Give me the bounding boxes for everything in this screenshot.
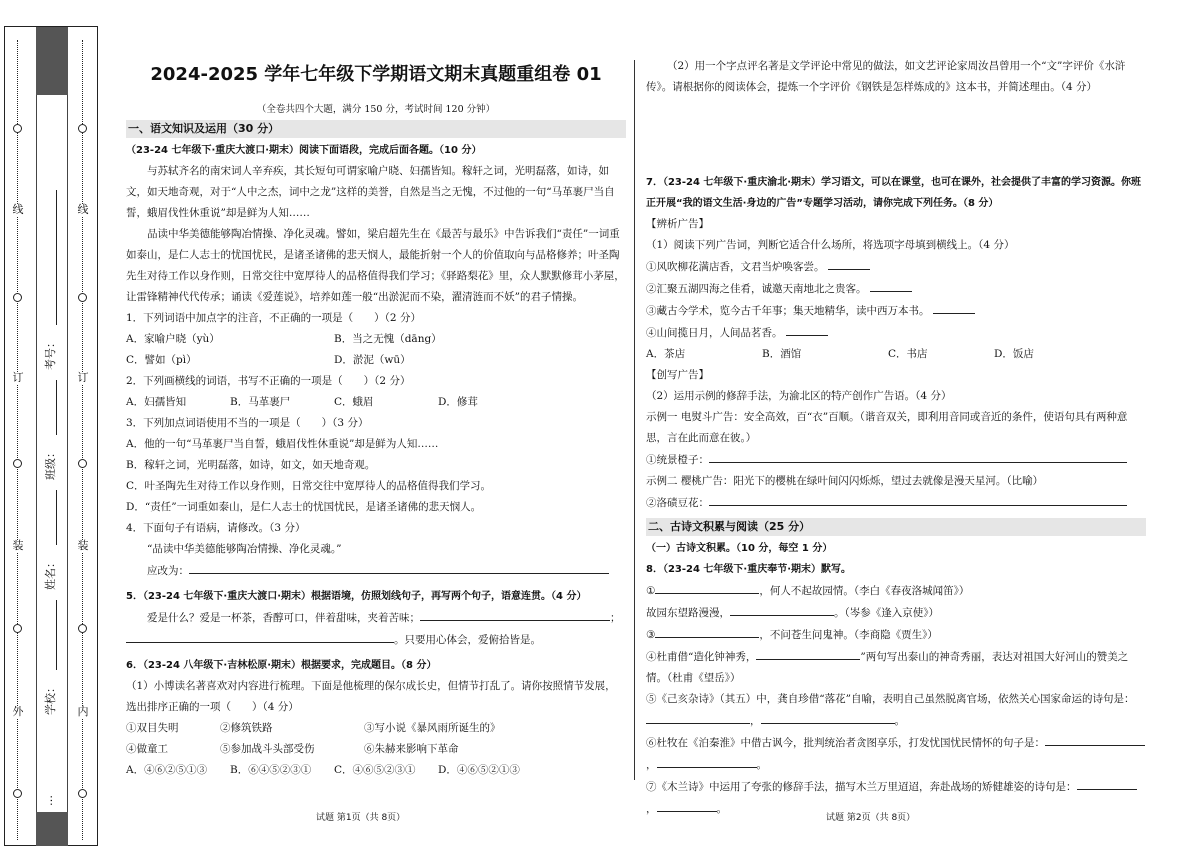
q8-line-1-text: ，何人不起故园情。（李白《春夜洛城闻笛》） — [759, 585, 970, 597]
q7-ad-1 — [646, 256, 1146, 278]
binding-circle — [13, 293, 22, 302]
binding-dotted-line-inner — [82, 40, 83, 840]
q6-option-c[interactable]: C．④⑥⑤②③① — [334, 764, 416, 776]
q7-part-1: （1）阅读下列广告词，判断它适合什么场所，将选项字母填到横线上。（4 分） — [646, 239, 1015, 251]
binding-char-ding: 订 — [12, 371, 24, 384]
q5-semicolon: ； — [610, 612, 621, 624]
binding-circle — [13, 459, 22, 468]
q2-option-b[interactable]: B．马革裹尸 — [230, 396, 291, 408]
q7-ad-2-text: ②汇聚五湖四海之佳肴，诚邀天南地北之贵客。 — [646, 283, 867, 295]
binding-circle — [78, 624, 87, 633]
page-1 — [126, 54, 626, 781]
q8-line-3-text: ，不问苍生问鬼神。（李商隐《贾生》） — [759, 629, 938, 641]
q5-example: 爱是什么？爱是一杯茶，香醇可口，伴着甜味，夹着苦味； — [147, 612, 420, 624]
q8-line-6-text: ⑥杜牧在《泊秦淮》中借古讽今，批判统治者贪图享乐，打发忧国忧民情怀的句子是： — [646, 737, 1045, 749]
q2-option-d[interactable]: D．修茸 — [438, 396, 478, 408]
q7-option-c: C．书店 — [888, 348, 928, 360]
q6-item-4: ④做童工 — [126, 743, 168, 755]
q6-item-6: ⑥朱赫来影响下革命 — [364, 743, 459, 755]
binding-gray-top — [36, 27, 68, 95]
q7-fill-2-label: ②洛碛豆花： — [646, 497, 709, 509]
q7-option-d: D．饭店 — [994, 348, 1034, 360]
q2-options — [126, 392, 626, 413]
binding-circle — [13, 624, 22, 633]
binding-char-nei: 内 — [77, 705, 89, 718]
q5-line-2 — [126, 629, 626, 651]
q7-ad-1-blank[interactable] — [828, 256, 870, 270]
q8-blank-10[interactable] — [657, 798, 717, 812]
q8-line-3 — [646, 624, 1146, 646]
q3-option-b[interactable]: B．稼轩之词，光明磊落，如诗，如文，如天地奇观。 — [126, 459, 376, 471]
q8-period: 。 — [756, 759, 767, 771]
binding-char-wai: 外 — [12, 705, 24, 718]
q6-item-3: ③写小说《暴风雨所诞生的》 — [364, 722, 501, 734]
q7-option-b: B．酒馆 — [762, 348, 802, 360]
q8-blank-5[interactable] — [646, 710, 750, 724]
q7-fill-1-blank[interactable] — [709, 449, 1127, 463]
q8-blank-2[interactable] — [730, 602, 834, 616]
q7-ad-3-text: ③藏古今学术，览今古千年事；集天地精华，读中西万本书。 — [646, 305, 930, 317]
q7-example-2: 示例二 樱桃广告：阳光下的樱桃在绿叶间闪闪烁烁，望过去就像是漫天星河。（比喻） — [646, 475, 1044, 487]
q7-ad-3 — [646, 300, 1146, 322]
q1-option-b[interactable]: B．当之无愧（dāng） — [334, 333, 442, 345]
q7-tag-analyze: 【辨析广告】 — [646, 218, 709, 230]
q3-option-a[interactable]: A．他的一句“马革裹尸当自誓，蛾眉伐性休重说”却是鲜为人知…… — [126, 438, 439, 450]
binding-circle — [13, 789, 22, 798]
q8-line-4 — [646, 646, 1146, 689]
q2-option-c[interactable]: C．蛾眉 — [334, 396, 374, 408]
name-label: 姓名： — [44, 557, 57, 590]
q7-heading: 7．（23-24 七年级下·重庆渝北·期末）学习语文，可以在课堂，也可在课外，社会提供了丰富的学习资源。你班正开展“我的语文生活·身边的广告”专题学习活动，请你完成下列任务。（8 分） — [646, 177, 1142, 209]
q4-answer-row — [126, 560, 626, 582]
q8-line-5-text: ⑤《己亥杂诗》（其五）中，龚自珍借“落花”自喻，表明自己虽然脱离官场，依然关心国家命运的诗句是： — [646, 693, 1135, 705]
q6-items-row-2 — [126, 739, 626, 760]
q6-item-5: ⑤参加战斗头部受伤 — [220, 743, 315, 755]
q4-stem: 4．下面句子有语病，请修改。（3 分） — [126, 522, 306, 534]
binding-char-xian-inner: 线 — [77, 203, 89, 216]
q6-part-1: （1）小博读名著喜欢对内容进行梳理。下面是他梳理的保尔成长史，但情节打乱了。请你按照情节发展，选出排序正确的一项（ ）（4 分） — [126, 680, 616, 713]
q8-line-1 — [646, 580, 1146, 602]
q5-line-2-end: 。只要用心体会，爱俯拾皆是。 — [394, 634, 541, 646]
exam-title: 2024-2025 学年七年级下学期语文期末真题重组卷 01 — [150, 64, 602, 85]
q1-option-c[interactable]: C．譬如（pì） — [126, 354, 197, 366]
section-2-heading: 二、古诗文积累与阅读（25 分） — [646, 518, 1146, 536]
q7-ad-2-blank[interactable] — [870, 278, 912, 292]
binding-char-zhuang-inner: 装 — [77, 539, 89, 552]
q8-blank-3[interactable] — [655, 624, 759, 638]
q8-blank-8[interactable] — [657, 754, 757, 768]
name-line[interactable] — [56, 490, 57, 545]
q8-line-4-end: ”两句写出泰山的神奇秀丽，表达对祖国大好河山的赞美之情。（杜甫《望岳》） — [646, 651, 1129, 684]
q7-option-a: A．茶店 — [646, 348, 686, 360]
q7-tag-create: 【创写广告】 — [646, 369, 709, 381]
binding-char-xian: 线 — [12, 203, 24, 216]
q8-blank-9[interactable] — [1077, 776, 1137, 790]
binding-circle — [13, 124, 22, 133]
q3-stem: 3．下列加点词语使用不当的一项是（ ）（3 分） — [126, 417, 369, 429]
q7-ad-3-blank[interactable] — [933, 300, 975, 314]
binding-margin — [0, 0, 100, 848]
q7-fill-2 — [646, 492, 1146, 514]
q6-items-row-1 — [126, 718, 626, 739]
q5-blank-2[interactable] — [126, 629, 394, 643]
q8-line-2-end: 。（岑参《逢入京使》） — [834, 607, 939, 619]
school-line[interactable] — [56, 600, 57, 670]
q8-comma: ， — [646, 803, 657, 815]
q4-answer-label: 应改为： — [147, 565, 189, 577]
q8-period: 。 — [894, 715, 905, 727]
q8-heading: 8．（23-24 七年级下·重庆奉节·期末）默写。 — [646, 564, 852, 575]
q7-fill-1-label: ①统景橙子： — [646, 454, 709, 466]
q8-line-6 — [646, 732, 1146, 776]
q1-option-d[interactable]: D．淤泥（wū） — [334, 354, 411, 366]
q1-option-a[interactable]: A．家喻户晓（yù） — [126, 333, 220, 345]
exam-subtitle: （全卷共四个大题，满分 150 分，考试时间 120 分钟） — [256, 104, 496, 115]
binding-circle — [78, 293, 87, 302]
section-2-sub-1: （一）古诗文积累。（10 分，每空 1 分） — [646, 543, 833, 554]
page-divider — [634, 60, 635, 780]
q8-line-1-num: ① — [646, 585, 656, 597]
q1-options — [126, 329, 626, 350]
q1-stem: 1．下列词语中加点字的注音，不正确的一项是（ ）（2 分） — [126, 312, 421, 324]
binding-char-zhuang: 装 — [12, 539, 24, 552]
section-1-heading: 一、语文知识及运用（30 分） — [126, 120, 626, 138]
q6-option-a[interactable]: A．④⑥②⑤①③ — [126, 764, 208, 776]
q7-example-1: 示例一 电熨斗广告：安全高效，百“衣”百顺。（谐音双关，即利用音同或音近的条件，使语句具有两种意思，言在此而意在彼。） — [646, 411, 1128, 444]
q3-option-c[interactable]: C．叶圣陶先生对待工作以身作则，日常交往中宽厚待人的品格值得我们学习。 — [126, 480, 492, 492]
binding-dots: … — [42, 795, 55, 806]
q8-line-4-text: ④杜甫借“造化钟神秀， — [646, 651, 757, 663]
q6-heading: 6．（23-24 八年级下·吉林松原·期末）根据要求，完成题目。（8 分） — [126, 660, 437, 671]
q1-heading: （23-24 七年级下·重庆大渡口·期末）阅读下面语段，完成后面各题。（10 分） — [126, 145, 482, 156]
q3-option-d[interactable]: D．“责任”一词重如泰山，是仁人志士的忧国忧民，是诸圣诸佛的悲天悯人。 — [126, 501, 482, 513]
q7-ad-4 — [646, 322, 1146, 344]
q6-options — [126, 760, 626, 781]
page-2 — [646, 56, 1146, 820]
binding-char-ding-inner: 订 — [77, 371, 89, 384]
binding-gray-bottom — [36, 812, 68, 846]
q6-part-2-answer-space[interactable] — [646, 98, 1146, 172]
q6-option-b[interactable]: B．⑥④⑤②③① — [230, 764, 312, 776]
q8-line-2 — [646, 602, 1146, 624]
q2-option-a[interactable]: A．妇孺皆知 — [126, 396, 187, 408]
q5-heading: 5．（23-24 七年级下·重庆大渡口·期末）根据语境，仿照划线句子，再写两个句子，语意连贯。（4 分） — [126, 591, 587, 602]
page-2-footer: 试题 第2页（共 8页） — [826, 813, 916, 823]
q8-line-2-text: 故园东望路漫漫， — [646, 607, 730, 619]
q6-item-2: ②修筑铁路 — [220, 722, 273, 734]
q4-sentence: “品读中华美德能够陶冶情操、净化灵魂。” — [147, 543, 342, 555]
q7-ad-1-text: ①风吹柳花满店香，文君当炉唤客尝。 — [646, 261, 825, 273]
q8-comma: ， — [646, 759, 657, 771]
q8-period: 。 — [716, 803, 727, 815]
q8-blank-1[interactable] — [655, 580, 759, 594]
q8-line-7-text: ⑦《木兰诗》中运用了夸张的修辞手法，描写木兰万里迢迢，奔赴战场的矫健雄姿的诗句是： — [646, 781, 1077, 793]
q7-fill-2-blank[interactable] — [709, 492, 1127, 506]
q8-comma: ， — [750, 715, 761, 727]
passage-paragraph-2: 品读中华美德能够陶冶情操、净化灵魂。譬如，梁启超先生在《最苦与最乐》中告诉我们“责任”一词重如泰山，是仁人志士的忧国忧民，是诸圣诸佛的悲天悯人，最能折射一个人的价值取向与品格修养；叶圣陶先生对待工作以身作则，日常交往中宽厚待人的品格值得我们学习；《驿路梨花》里，众人默默修茸小茅屋，让雷锋精神代代传承；诵读《爱莲说》，培养如莲一般“出淤泥而不染，濯清涟而不妖”的君子情操。 — [126, 228, 625, 303]
binding-circle — [78, 459, 87, 468]
q7-options — [646, 344, 1146, 365]
class-line[interactable] — [56, 380, 57, 435]
q7-ad-2 — [646, 278, 1146, 300]
q2-stem: 2．下列画横线的词语，书写不正确的一项是（ ）（2 分） — [126, 375, 411, 387]
school-label: 学校： — [44, 682, 57, 715]
q7-part-2: （2）运用示例的修辞手法，为渝北区的特产创作广告语。（4 分） — [646, 390, 952, 402]
q5-blank-1[interactable] — [420, 607, 610, 621]
q7-ad-4-text: ④山间揽日月，人间品茗香。 — [646, 327, 783, 339]
q8-line-3-num: ③ — [646, 629, 656, 641]
q7-ad-4-blank[interactable] — [786, 322, 828, 336]
binding-circle — [78, 124, 87, 133]
q7-fill-1 — [646, 449, 1146, 471]
exam-number-line[interactable] — [56, 190, 57, 325]
binding-dotted-line-outer — [17, 40, 18, 840]
binding-circle — [78, 789, 87, 798]
exam-number-label: 考号： — [44, 337, 57, 370]
q6-item-1: ①双目失明 — [126, 722, 179, 734]
q5-line-1 — [126, 607, 626, 629]
q8-blank-7[interactable] — [1045, 732, 1145, 746]
q8-line-5 — [646, 689, 1146, 732]
q6-part-2: （2）用一个字点评名著是文学评论中常见的做法，如文艺评论家周汝昌曾用一个“文”字评价《水浒传》。请根据你的阅读体会，提炼一个字评价《钢铁是怎样炼成的》这本书，并简述理由。（4 分） — [646, 60, 1126, 93]
q1-options-2 — [126, 350, 626, 371]
q4-answer-blank[interactable] — [189, 560, 609, 574]
q8-blank-4[interactable] — [756, 646, 860, 660]
page-1-footer: 试题 第1页（共 8页） — [316, 813, 406, 823]
q8-blank-6[interactable] — [761, 710, 895, 724]
q6-option-d[interactable]: D．④⑥⑤②①③ — [438, 764, 520, 776]
passage-paragraph-1: 与苏轼齐名的南宋词人辛弃疾，其长短句可谓家喻户晓、妇孺皆知。稼轩之词，光明磊落，如诗，如文，如天地奇观，对于“人中之杰，词中之龙”这样的美誉，自然是当之无愧，不过他的一句“马革裹尸当自誓，蛾眉伐性休重说”却是鲜为人知…… — [126, 165, 615, 219]
class-label: 班级： — [44, 447, 57, 480]
